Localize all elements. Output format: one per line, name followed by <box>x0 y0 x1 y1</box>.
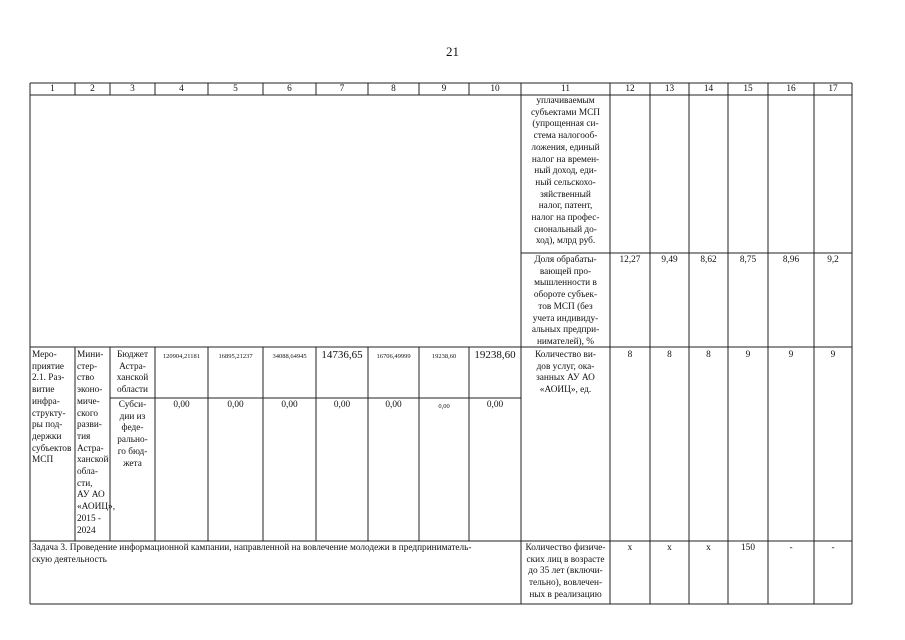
row1-indicator-text: уплачиваемым субъектами МСП (упрощенная си- стема налогооб- ложения, единый налог на времен- ный доход, еди- ный сельскохо- зяйственный налог, патент, налог на профес- сиональный до- ход), млрд руб. <box>530 96 601 247</box>
row3-value-col13: 8 <box>667 350 672 360</box>
row2-indicator-text: Доля обрабаты- вающей про- мышленности в обороте субъек- тов МСП (без учета индивиду- альных предпри- нимателей), % <box>531 255 600 347</box>
row3-budget-col6: 34088,64945 <box>272 353 307 360</box>
header-col-14: 14 <box>703 84 714 94</box>
header-col-13: 13 <box>664 84 675 94</box>
header-col-3: 3 <box>130 84 135 94</box>
header-col-11: 11 <box>561 84 570 94</box>
row2-value-col15: 8,75 <box>739 255 757 265</box>
row3-indicator-text: Количество ви- дов услуг, ока- занных АУ АО «АОИЦ», ед. <box>535 350 596 396</box>
header-col-8: 8 <box>391 84 396 94</box>
row3-subsidy-col6: 0,00 <box>281 400 298 410</box>
row2-value-col12: 12,27 <box>619 255 641 265</box>
row4-value-col17: - <box>831 543 835 553</box>
header-col-15: 15 <box>743 84 753 94</box>
row3-value-col14: 8 <box>706 350 711 360</box>
header-col-7: 7 <box>339 84 345 94</box>
row2-value-col13: 9,49 <box>661 255 678 265</box>
row3-value-col12: 8 <box>627 350 633 360</box>
row3-value-col16: 9 <box>788 350 794 360</box>
row4-value-col14: x <box>706 543 711 553</box>
row4-value-col13: x <box>667 543 672 553</box>
row4-indicator-text: Количество физиче- ских лиц в возрасте до 35 лет (включи- тельно), вовлечен- ных в реализацию <box>525 543 606 600</box>
header-col-10: 10 <box>490 84 500 94</box>
row4-task-title: Задача 3. Проведение информационной кампании, направленной на вовлечение молодежи в предприниматель- скую деятельность <box>32 543 472 565</box>
row3-subsidy-col8: 0,00 <box>385 400 402 410</box>
header-col-5: 5 <box>233 84 238 94</box>
row3-subsidy-col4: 0,00 <box>173 400 190 410</box>
row3-subsidy-col10: 0,00 <box>486 400 504 410</box>
row4-value-col12: x <box>627 543 633 553</box>
header-col-12: 12 <box>625 84 635 94</box>
row3-budget-col9: 19238,60 <box>431 353 457 360</box>
row4-value-col15: 150 <box>741 543 755 553</box>
row3-budget-col10: 19238,60 <box>474 349 516 361</box>
row3-subsidy-col9: 0,00 <box>438 403 450 410</box>
row3-executor: Мини- стер- ство эконо- миче- ского разви- тия Астра- ханской обла- сти, АУ АО «АОИЦ», 2015 - 2024 <box>77 350 116 536</box>
row3-subsidy-label: Субси- дии из феде- рально- го бюд- жета <box>117 400 148 469</box>
header-col-2: 2 <box>90 84 95 94</box>
row3-value-col17: 9 <box>830 350 836 360</box>
header-col-4: 4 <box>179 84 184 94</box>
row3-budget-col4: 120904,21181 <box>162 353 201 360</box>
row3-value-col15: 9 <box>745 350 751 360</box>
header-col-16: 16 <box>786 84 796 94</box>
row3-subsidy-col7: 0,00 <box>333 400 351 410</box>
row3-budget-col8: 16706,49999 <box>376 353 411 360</box>
row3-measure-name: Меро- приятие 2.1. Раз- витие инфра- структу- ры под- держки субъектов МСП <box>32 350 72 466</box>
header-col-9: 9 <box>441 84 447 94</box>
header-col-17: 17 <box>828 84 838 94</box>
row3-budget-col5: 16895,21237 <box>218 353 253 360</box>
page-number: 21 <box>446 44 459 59</box>
row2-value-col17: 9,2 <box>827 255 839 265</box>
row3-subsidy-col5: 0,00 <box>227 400 244 410</box>
header-col-1: 1 <box>50 84 55 94</box>
row2-value-col14: 8,62 <box>700 255 717 265</box>
row2-value-col16: 8,96 <box>782 255 800 265</box>
row3-budget-col7: 14736,65 <box>321 349 363 361</box>
header-col-6: 6 <box>287 84 292 94</box>
row3-budget-label: Бюджет Астра- ханской области <box>116 350 149 396</box>
row4-value-col16: - <box>789 543 793 553</box>
